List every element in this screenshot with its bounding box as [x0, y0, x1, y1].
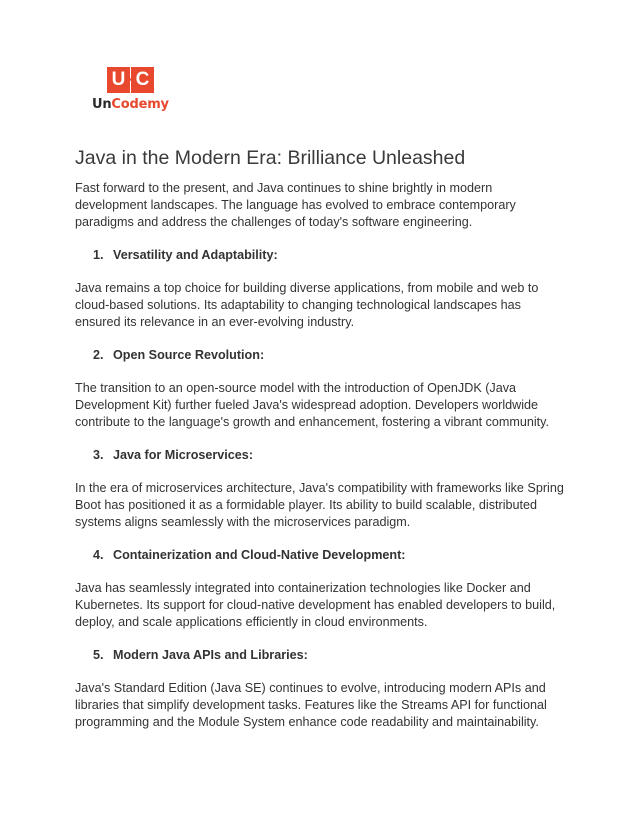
logo-wordmark	[92, 97, 169, 112]
section-number: 4.	[93, 548, 104, 562]
section-number: 3.	[93, 448, 104, 462]
section-heading	[93, 547, 565, 564]
intro-paragraph: Fast forward to the present, and Java continues to shine brightly in modern development landscapes. The language has evolved to embrace contemporary paradigms and address the challenges of today's software engineering.	[75, 181, 516, 229]
section-title: Versatility and Adaptability:	[113, 248, 278, 262]
logo-letter-c: C	[131, 67, 154, 93]
section-paragraph: Java remains a top choice for building diverse applications, from mobile and web to cloud-based solutions. Its adaptability to changing technological landscapes has ensured its relevance in an ever-evolving industry.	[75, 281, 539, 329]
uncodemy-logo	[92, 67, 182, 117]
section-paragraph: The transition to an open-source model with the introduction of OpenJDK (Java Development Kit) further fueled Java's widespread adoption. Developers worldwide contribute to the language's growth and enhancement, fostering a vibrant community.	[75, 381, 550, 429]
section-paragraph: Java has seamlessly integrated into containerization technologies like Docker and Kubernetes. Its support for cloud-native development has enabled developers to build, deploy, and scale applications efficiently in cloud environments.	[75, 581, 556, 629]
section-heading	[93, 347, 565, 364]
section-title: Containerization and Cloud-Native Development:	[113, 548, 406, 562]
logo-letter-u: U	[107, 67, 130, 93]
section-heading	[93, 447, 565, 464]
section-heading	[93, 247, 565, 264]
page-title: Java in the Modern Era: Brilliance Unleashed	[75, 147, 466, 169]
section-title: Modern Java APIs and Libraries:	[113, 648, 308, 662]
section-number: 5.	[93, 648, 104, 662]
section-paragraph: In the era of microservices architecture, Java's compatibility with frameworks like Spring Boot has positioned it as a formidable player. Its ability to build scalable, distributed systems aligns seamlessly with the microservices paradigm.	[75, 481, 564, 529]
section-number: 2.	[93, 348, 104, 362]
section-number: 1.	[93, 248, 104, 262]
logo-word-accent: Codemy	[111, 97, 169, 112]
section-title: Java for Microservices:	[113, 448, 254, 462]
logo-word-dark: Un	[92, 97, 112, 112]
document-body	[75, 146, 565, 731]
section-title: Open Source Revolution:	[113, 348, 265, 362]
section-heading	[93, 647, 565, 664]
section-paragraph: Java's Standard Edition (Java SE) continues to evolve, introducing modern APIs and libraries that simplify development tasks. Features like the Streams API for functional programming and the Module System enhance code readability and maintainability.	[75, 681, 547, 729]
